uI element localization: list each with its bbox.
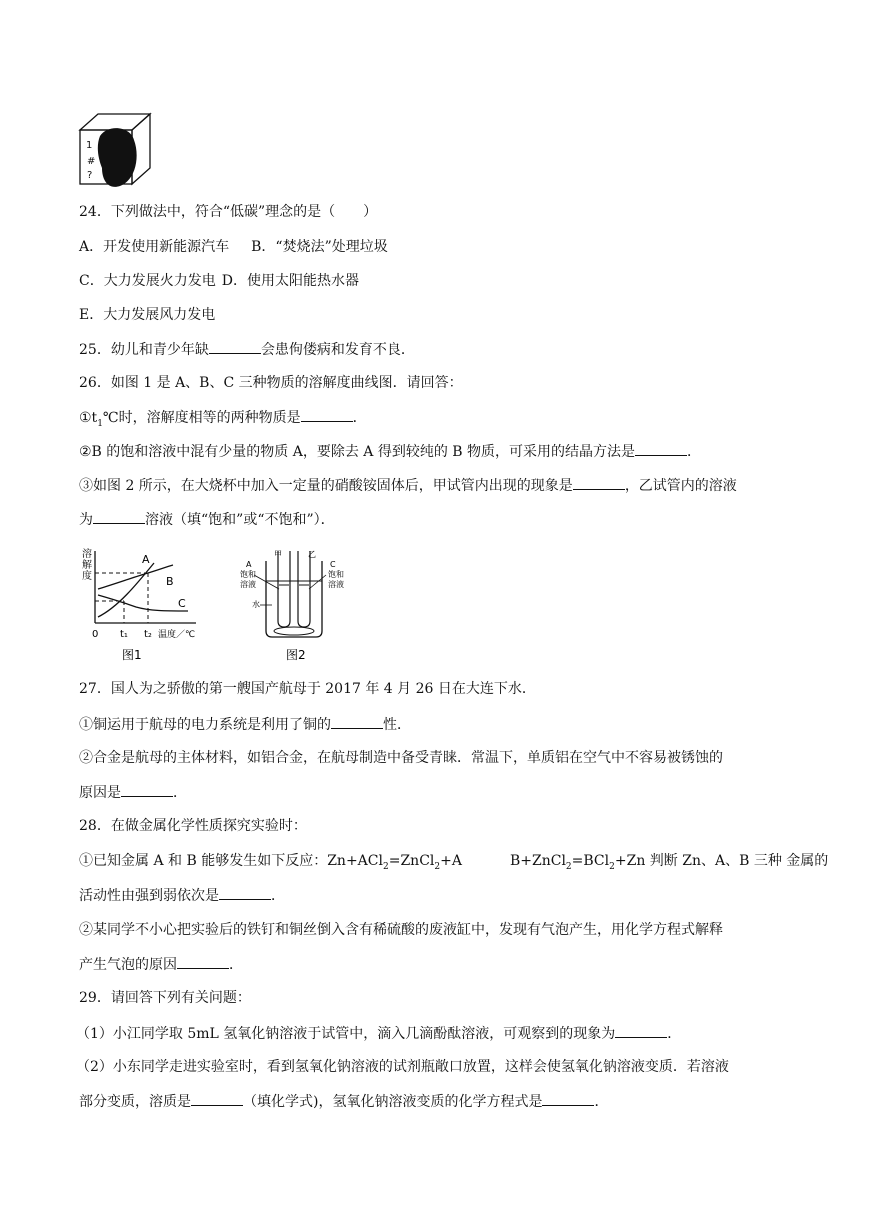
- q29-sub2: （2）小东同学走进实验室时，看到氢氧化钠溶液的试剂瓶敞口放置，这样会使氢氧化钠溶液变质．若溶液: [76, 1059, 729, 1075]
- q27-sub1: ①铜运用于航母的电力系统是利用了铜的 性．: [79, 714, 411, 735]
- q24-option-c: C．大力发展火力发电: [79, 273, 216, 289]
- answer-blank[interactable]: [121, 782, 173, 797]
- fig2-caption: 图2: [286, 648, 306, 662]
- q24-stem: 24．下列做法中，符合“低碳”理念的是（ ）: [79, 204, 378, 220]
- q24-option-b: B．“焚烧法”处理垃圾: [251, 239, 388, 255]
- answer-blank[interactable]: [219, 885, 271, 900]
- q28-sub1-cont: 活动性由强到弱依次是 ．: [79, 885, 285, 906]
- solubility-curve-figure: [78, 545, 228, 667]
- fig2-right-2: 溶液: [328, 580, 344, 589]
- q27-stem: 27．国人为之骄傲的第一艘国产航母于 2017 年 4 月 26 日在大连下水．: [79, 681, 536, 697]
- answer-blank[interactable]: [573, 475, 625, 490]
- q25: 25．幼儿和青少年缺 会患佝偻病和发育不良．: [79, 339, 415, 360]
- fig2-label-a: A: [246, 560, 252, 569]
- cube-label-1: 1: [86, 140, 93, 151]
- fig1-label-b: B: [166, 575, 174, 588]
- fig1-ylabel-3: 度: [82, 571, 92, 582]
- q26-sub2: ②B 的饱和溶液中混有少量的物质 A，要除去 A 得到较纯的 B 物质，可采用的结晶方法是 ．: [79, 441, 701, 462]
- fig1-origin: 0: [92, 629, 99, 640]
- q26-sub1: $①t_1℃$时，溶解度相等的两种物质是 ．: [79, 407, 367, 428]
- fig2-beaker: [266, 561, 322, 637]
- fig1-label-a: A: [142, 553, 150, 566]
- fig2-tube-yi: [298, 551, 310, 627]
- q28-sub1: ①已知金属 A 和 B 能够发生如下反应：Zn+ACl$_2$=ZnCl$_2$+A B+ZnCl$_2$=BCl$_2$+Zn 判断 Zn、A、B 三种 金属的: [79, 853, 829, 872]
- answer-blank[interactable]: [191, 1091, 243, 1106]
- answer-blank[interactable]: [301, 407, 353, 422]
- answer-blank[interactable]: [615, 1023, 667, 1038]
- q27-sub2: ②合金是航母的主体材料，如铝合金，在航母制造中备受青睐．常温下，单质铝在空气中不容易被锈蚀的: [79, 750, 723, 766]
- fig1-t1: t₁: [120, 629, 128, 640]
- answer-blank[interactable]: [93, 509, 145, 524]
- q24-option-a: A．开发使用新能源汽车: [79, 239, 230, 255]
- q28-sub2: ②某同学不小心把实验后的铁钉和铜丝倒入含有稀硫酸的废液缸中，发现有气泡产生，用化学方程式解释: [79, 922, 723, 938]
- cube-figure: [78, 110, 158, 190]
- beaker-figure: [232, 545, 362, 667]
- q29-sub2-cont: 部分变质，溶质是 （填化学式)，氢氧化钠溶液变质的化学方程式是 ．: [79, 1091, 608, 1112]
- fig1-t2: t₂: [144, 629, 152, 640]
- fig1-caption: 图1: [122, 648, 142, 662]
- answer-blank[interactable]: [209, 339, 261, 354]
- fig2-label-jia: 甲: [274, 550, 282, 559]
- fig2-water: 水: [252, 600, 260, 609]
- cube-label-3: ?: [87, 170, 93, 181]
- fig1-xlabel: 温度／℃: [158, 630, 196, 640]
- fig1-ylabel-2: 解: [82, 560, 92, 571]
- q24-options-ab: [79, 237, 388, 257]
- q27-sub2-cont: 原因是 ．: [79, 782, 187, 803]
- fig2-label-c: C: [330, 560, 336, 569]
- fig2-label-yi: 乙: [308, 550, 316, 559]
- fig2-left-2: 溶液: [240, 580, 256, 589]
- q26-stem: 26．如图 1 是 A、B、C 三种物质的溶解度曲线图．请回答：: [79, 375, 463, 391]
- fig2-left-1: 饱和: [240, 570, 256, 579]
- q24-option-e: E．大力发展风力发电: [79, 307, 216, 323]
- answer-blank[interactable]: [542, 1091, 594, 1106]
- fig2-right-1: 饱和: [328, 570, 344, 579]
- fig1-ylabel-1: 溶: [82, 549, 92, 560]
- q26-sub3-cont: 为 溶液（填“饱和”或“不饱和”）．: [79, 509, 335, 530]
- answer-blank[interactable]: [635, 441, 687, 456]
- fig1-label-c: C: [178, 597, 186, 610]
- q29-sub1: （1）小江同学取 5mL 氢氧化钠溶液于试管中，滴入几滴酚酞溶液，可观察到的现象为 ．: [76, 1023, 681, 1044]
- answer-blank[interactable]: [177, 954, 229, 969]
- q28-sub2-cont: 产生气泡的原因 ．: [79, 954, 243, 975]
- q28-stem: 28．在做金属化学性质探究实验时：: [79, 818, 307, 834]
- q29-stem: 29．请回答下列有关问题：: [79, 990, 251, 1006]
- q24-option-d: D．使用太阳能热水器: [221, 273, 359, 289]
- q26-sub3: ③如图 2 所示，在大烧杯中加入一定量的硝酸铵固体后，甲试管内出现的现象是 ，乙试管内的溶液: [79, 475, 737, 496]
- answer-blank[interactable]: [331, 714, 383, 729]
- cube-label-2: #: [87, 156, 96, 167]
- fig2-tube-jia: [278, 551, 290, 627]
- q24-options-cd: [79, 271, 359, 291]
